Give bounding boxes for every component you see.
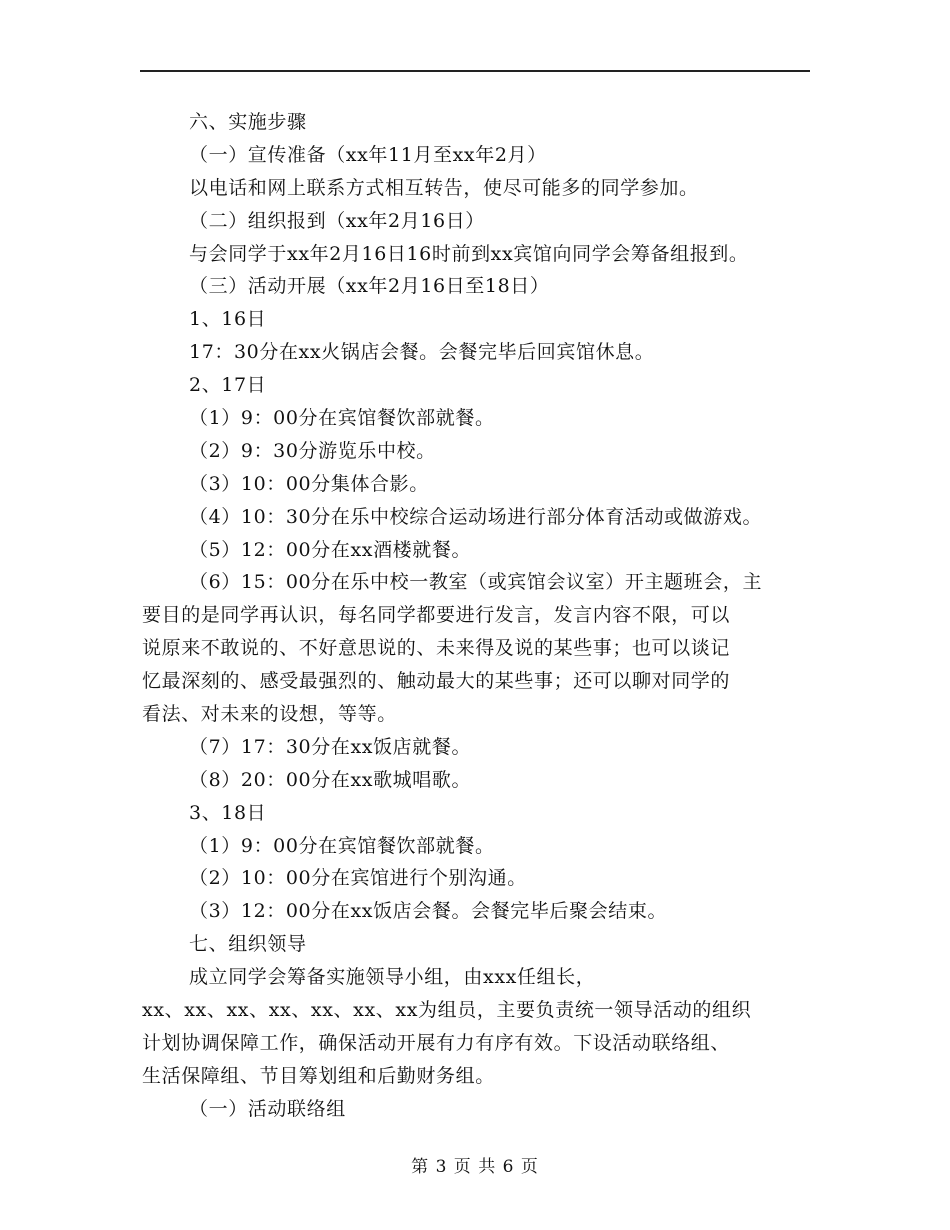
paragraph-line: （4）10：30分在乐中校综合运动场进行部分体育活动或做游戏。 — [189, 505, 763, 528]
paragraph-line: 以电话和网上联系方式相互转告，使尽可能多的同学参加。 — [189, 176, 699, 199]
paragraph-line: 与会同学于xx年2月16日16时前到xx宾馆向同学会筹备组报到。 — [189, 242, 749, 265]
paragraph-line: 看法、对未来的设想，等等。 — [142, 703, 397, 726]
paragraph-line: （一）宣传准备（xx年11月至xx年2月） — [189, 143, 547, 166]
paragraph-line: （二）组织报到（xx年2月16日） — [189, 209, 485, 232]
paragraph-line: （6）15：00分在乐中校一教室（或宾馆会议室）开主题班会，主 — [189, 571, 763, 594]
paragraph-line: 生活保障组、节目筹划组和后勤财务组。 — [142, 1064, 495, 1087]
paragraph-line: （8）20：00分在xx歌城唱歌。 — [189, 768, 472, 791]
paragraph-line: （5）12：00分在xx酒楼就餐。 — [189, 538, 472, 561]
paragraph-line: 17：30分在xx火锅店会餐。会餐完毕后回宾馆休息。 — [189, 341, 655, 364]
paragraph-line: （3）10：00分集体合影。 — [189, 472, 429, 495]
paragraph-line: （1）9：00分在宾馆餐饮部就餐。 — [189, 407, 495, 430]
document-body — [142, 106, 832, 1126]
paragraph-line: （1）9：00分在宾馆餐饮部就餐。 — [189, 834, 495, 857]
paragraph-line: （7）17：30分在xx饭店就餐。 — [189, 735, 472, 758]
paragraph-line: （一）活动联络组 — [189, 1097, 346, 1120]
page-number: 第 3 页 共 6 页 — [411, 1157, 539, 1177]
paragraph-line: 成立同学会筹备实施领导小组，由xxx任组长， — [189, 966, 596, 989]
paragraph-line: 六、实施步骤 — [189, 111, 307, 133]
paragraph-line: 计划协调保障工作，确保活动开展有力有序有效。下设活动联络组、 — [142, 1031, 731, 1054]
paragraph-line: 说原来不敢说的、不好意思说的、未来得及说的某些事；也可以谈记 — [142, 637, 731, 660]
paragraph-line: xx、xx、xx、xx、xx、xx、xx为组员，主要负责统一领导活动的组织 — [142, 999, 752, 1022]
paragraph-line: 3、18日 — [189, 801, 267, 824]
paragraph-line: （2）9：30分游览乐中校。 — [189, 439, 436, 462]
paragraph-line: 要目的是同学再认识，每名同学都要进行发言，发言内容不限，可以 — [142, 604, 731, 627]
paragraph-line: （三）活动开展（xx年2月16日至18日） — [189, 275, 550, 298]
paragraph-line: 忆最深刻的、感受最强烈的、触动最大的某些事；还可以聊对同学的 — [142, 670, 731, 693]
paragraph-line: 2、17日 — [189, 374, 267, 397]
paragraph-line: （3）12：00分在xx饭店会餐。会餐完毕后聚会结束。 — [189, 900, 668, 923]
paragraph-line: （2）10：00分在宾馆进行个别沟通。 — [189, 867, 527, 890]
header-rule — [140, 70, 810, 72]
paragraph-line: 七、组织领导 — [189, 933, 307, 956]
paragraph-line: 1、16日 — [189, 308, 267, 331]
